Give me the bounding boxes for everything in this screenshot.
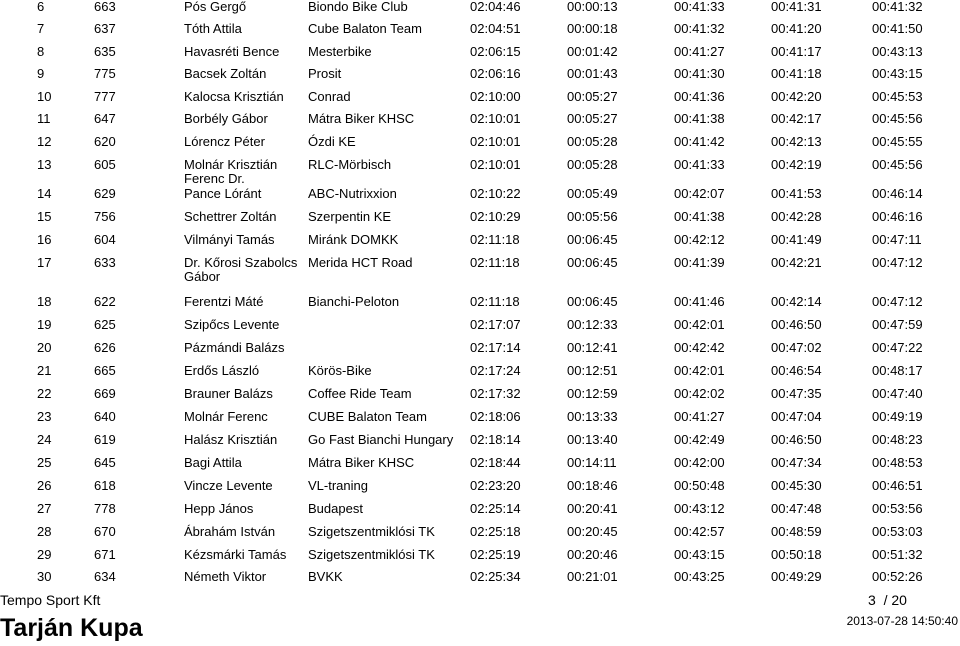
gap-time-cell: 00:06:45	[567, 232, 618, 247]
lap3-time-cell: 00:47:40	[872, 386, 923, 401]
position-cell: 6	[37, 0, 45, 14]
table-row	[0, 112, 960, 134]
lap1-time-cell: 00:42:07	[674, 186, 725, 201]
table-row	[0, 90, 960, 112]
bib-number-cell: 626	[94, 340, 116, 355]
lap3-time-cell: 00:53:56	[872, 501, 923, 516]
lap3-time-cell: 00:47:22	[872, 340, 923, 355]
lap3-time-cell: 00:47:59	[872, 317, 923, 332]
table-row	[0, 410, 960, 432]
table-row	[0, 318, 960, 340]
rider-name-cell: Molnár Krisztián Ferenc Dr.	[184, 157, 278, 186]
table-row	[0, 341, 960, 363]
total-time-cell: 02:17:32	[470, 386, 521, 401]
bib-number-cell: 619	[94, 432, 116, 447]
rider-name-cell: Ábrahám István	[184, 524, 276, 539]
gap-time-cell: 00:20:46	[567, 547, 618, 562]
position-cell: 8	[37, 44, 45, 59]
team-cell: ABC-Nutrixxion	[308, 186, 397, 201]
team-cell: Szigetszentmiklósi TK	[308, 524, 435, 539]
table-row	[0, 295, 960, 317]
total-time-cell: 02:11:18	[470, 294, 520, 309]
lap3-time-cell: 00:45:55	[872, 134, 923, 149]
lap3-time-cell: 00:43:13	[872, 44, 923, 59]
bib-number-cell: 645	[94, 455, 116, 470]
position-cell: 29	[37, 547, 52, 562]
lap3-time-cell: 00:47:12	[872, 255, 923, 270]
lap3-time-cell: 00:41:50	[872, 21, 923, 36]
gap-time-cell: 00:21:01	[567, 569, 618, 584]
table-row	[0, 135, 960, 157]
total-time-cell: 02:25:18	[470, 524, 521, 539]
page-footer	[0, 590, 960, 646]
bib-number-cell: 620	[94, 134, 116, 149]
lap2-time-cell: 00:42:14	[771, 294, 822, 309]
position-cell: 26	[37, 478, 52, 493]
total-time-cell: 02:18:14	[470, 432, 521, 447]
lap2-time-cell: 00:41:17	[771, 44, 822, 59]
team-cell: Körös-Bike	[308, 363, 372, 378]
rider-name-cell: Lórencz Péter	[184, 134, 265, 149]
gap-time-cell: 00:01:42	[567, 44, 618, 59]
total-time-cell: 02:10:01	[470, 111, 521, 126]
team-cell: Coffee Ride Team	[308, 386, 412, 401]
team-cell: Bianchi-Peloton	[308, 294, 400, 309]
position-cell: 14	[37, 186, 52, 201]
team-cell: Miránk DOMKK	[308, 232, 399, 247]
position-cell: 25	[37, 455, 52, 470]
table-row	[0, 67, 960, 89]
total-time-cell: 02:04:51	[470, 21, 521, 36]
lap3-time-cell: 00:53:03	[872, 524, 923, 539]
print-timestamp: 2013-07-28 14:50:40	[846, 614, 958, 628]
rider-name-cell: Bacsek Zoltán	[184, 66, 267, 81]
lap3-time-cell: 00:47:11	[872, 232, 922, 247]
gap-time-cell: 00:06:45	[567, 294, 618, 309]
bib-number-cell: 635	[94, 44, 116, 59]
team-cell: Szigetszentmiklósi TK	[308, 547, 435, 562]
lap2-time-cell: 00:42:21	[771, 255, 822, 270]
rider-name-cell: Németh Viktor	[184, 569, 267, 584]
gap-time-cell: 00:05:28	[567, 157, 618, 172]
lap1-time-cell: 00:50:48	[674, 478, 725, 493]
team-cell: RLC-Mörbisch	[308, 157, 392, 172]
lap1-time-cell: 00:41:27	[674, 409, 725, 424]
lap3-time-cell: 00:48:23	[872, 432, 923, 447]
lap1-time-cell: 00:41:30	[674, 66, 725, 81]
lap3-time-cell: 00:45:56	[872, 111, 923, 126]
bib-number-cell: 663	[94, 0, 116, 14]
table-row	[0, 502, 960, 524]
lap2-time-cell: 00:41:53	[771, 186, 822, 201]
page-number	[868, 592, 907, 608]
bib-number-cell: 777	[94, 89, 116, 104]
position-cell: 15	[37, 209, 52, 224]
table-row	[0, 456, 960, 478]
gap-time-cell: 00:05:56	[567, 209, 618, 224]
position-cell: 22	[37, 386, 52, 401]
lap1-time-cell: 00:41:27	[674, 44, 725, 59]
total-time-cell: 02:06:16	[470, 66, 521, 81]
total-time-cell: 02:25:34	[470, 569, 521, 584]
position-cell: 11	[37, 111, 51, 126]
lap2-time-cell: 00:41:20	[771, 21, 822, 36]
rider-name-cell: Erdős László	[184, 363, 260, 378]
bib-number-cell: 637	[94, 21, 116, 36]
table-row	[0, 157, 960, 186]
bib-number-cell: 629	[94, 186, 116, 201]
team-cell: Go Fast Bianchi Hungary	[308, 432, 454, 447]
lap1-time-cell: 00:41:38	[674, 209, 725, 224]
lap1-time-cell: 00:41:46	[674, 294, 725, 309]
gap-time-cell: 00:13:33	[567, 409, 618, 424]
rider-name-cell: Vilmányi Tamás	[184, 232, 275, 247]
bib-number-cell: 669	[94, 386, 116, 401]
lap2-time-cell: 00:45:30	[771, 478, 822, 493]
position-cell: 12	[37, 134, 52, 149]
bib-number-cell: 625	[94, 317, 116, 332]
table-row	[0, 210, 960, 232]
gap-time-cell: 00:00:13	[567, 0, 618, 14]
position-cell: 16	[37, 232, 52, 247]
gap-time-cell: 00:20:41	[567, 501, 618, 516]
lap3-time-cell: 00:43:15	[872, 66, 923, 81]
gap-time-cell: 00:05:27	[567, 111, 618, 126]
lap1-time-cell: 00:41:36	[674, 89, 725, 104]
total-time-cell: 02:10:01	[470, 134, 521, 149]
company-name: Tempo Sport Kft	[0, 592, 101, 608]
lap1-time-cell: 00:43:25	[674, 569, 725, 584]
lap2-time-cell: 00:46:50	[771, 432, 822, 447]
team-cell: Biondo Bike Club	[308, 0, 408, 14]
bib-number-cell: 604	[94, 232, 116, 247]
team-cell: Merida HCT Road	[308, 255, 413, 270]
total-time-cell: 02:23:20	[470, 478, 521, 493]
lap1-time-cell: 00:42:42	[674, 340, 725, 355]
lap2-time-cell: 00:47:48	[771, 501, 822, 516]
lap1-time-cell: 00:41:33	[674, 157, 725, 172]
team-cell: BVKK	[308, 569, 343, 584]
bib-number-cell: 640	[94, 409, 116, 424]
lap2-time-cell: 00:41:49	[771, 232, 822, 247]
position-cell: 9	[37, 66, 45, 81]
bib-number-cell: 605	[94, 157, 116, 172]
bib-number-cell: 671	[94, 547, 116, 562]
bib-number-cell: 665	[94, 363, 116, 378]
position-cell: 27	[37, 501, 52, 516]
bib-number-cell: 634	[94, 569, 116, 584]
position-cell: 17	[37, 255, 52, 270]
position-cell: 21	[37, 363, 52, 378]
lap1-time-cell: 00:41:39	[674, 255, 725, 270]
rider-name-cell: Dr. Kőrosi Szabolcs Gábor	[184, 255, 298, 284]
gap-time-cell: 00:06:45	[567, 255, 618, 270]
page-current: 3	[868, 592, 876, 608]
gap-time-cell: 00:14:11	[567, 455, 617, 470]
lap3-time-cell: 00:49:19	[872, 409, 923, 424]
gap-time-cell: 00:20:45	[567, 524, 618, 539]
position-cell: 20	[37, 340, 52, 355]
position-cell: 10	[37, 89, 52, 104]
lap2-time-cell: 00:41:31	[771, 0, 822, 14]
rider-name-cell: Pós Gergő	[184, 0, 247, 14]
total-time-cell: 02:18:44	[470, 455, 521, 470]
position-cell: 19	[37, 317, 52, 332]
rider-name-cell: Kézsmárki Tamás	[184, 547, 287, 562]
rider-name-cell: Schettrer Zoltán	[184, 209, 277, 224]
table-row	[0, 233, 960, 255]
total-time-cell: 02:10:22	[470, 186, 521, 201]
lap2-time-cell: 00:46:54	[771, 363, 822, 378]
rider-name-cell: Halász Krisztián	[184, 432, 278, 447]
gap-time-cell: 00:01:43	[567, 66, 618, 81]
gap-time-cell: 00:13:40	[567, 432, 618, 447]
total-time-cell: 02:17:24	[470, 363, 521, 378]
bib-number-cell: 622	[94, 294, 116, 309]
table-row	[0, 570, 960, 592]
lap3-time-cell: 00:51:32	[872, 547, 923, 562]
rider-name-cell: Borbély Gábor	[184, 111, 268, 126]
team-cell: Ózdi KE	[308, 134, 356, 149]
team-cell: Budapest	[308, 501, 363, 516]
lap2-time-cell: 00:50:18	[771, 547, 822, 562]
gap-time-cell: 00:18:46	[567, 478, 618, 493]
team-cell: Szerpentin KE	[308, 209, 392, 224]
bib-number-cell: 778	[94, 501, 116, 516]
total-time-cell: 02:06:15	[470, 44, 521, 59]
table-row	[0, 387, 960, 409]
position-cell: 7	[37, 21, 45, 36]
lap1-time-cell: 00:42:01	[674, 317, 725, 332]
gap-time-cell: 00:12:59	[567, 386, 618, 401]
position-cell: 13	[37, 157, 52, 172]
lap2-time-cell: 00:42:17	[771, 111, 822, 126]
table-row	[0, 45, 960, 67]
lap1-time-cell: 00:42:49	[674, 432, 725, 447]
lap3-time-cell: 00:46:14	[872, 186, 923, 201]
lap3-time-cell: 00:46:16	[872, 209, 923, 224]
rider-name-cell: Vincze Levente	[184, 478, 273, 493]
bib-number-cell: 618	[94, 478, 116, 493]
rider-name-cell: Pázmándi Balázs	[184, 340, 285, 355]
bib-number-cell: 633	[94, 255, 116, 270]
rider-name-cell: Tóth Attila	[184, 21, 242, 36]
total-time-cell: 02:04:46	[470, 0, 521, 14]
lap1-time-cell: 00:42:57	[674, 524, 725, 539]
page-total: / 20	[883, 592, 907, 608]
lap3-time-cell: 00:45:53	[872, 89, 923, 104]
gap-time-cell: 00:12:51	[567, 363, 618, 378]
rider-name-cell: Pance Lóránt	[184, 186, 262, 201]
team-cell: Mesterbike	[308, 44, 372, 59]
team-cell: Mátra Biker KHSC	[308, 111, 415, 126]
total-time-cell: 02:11:18	[470, 255, 520, 270]
lap2-time-cell: 00:41:18	[771, 66, 822, 81]
table-row	[0, 364, 960, 386]
table-row	[0, 187, 960, 209]
lap3-time-cell: 00:41:32	[872, 0, 923, 14]
team-cell: Prosit	[308, 66, 342, 81]
bib-number-cell: 670	[94, 524, 116, 539]
bib-number-cell: 756	[94, 209, 116, 224]
rider-name-cell: Havasréti Bence	[184, 44, 280, 59]
rider-name-cell: Szipőcs Levente	[184, 317, 280, 332]
lap1-time-cell: 00:43:15	[674, 547, 725, 562]
lap2-time-cell: 00:47:04	[771, 409, 822, 424]
table-row	[0, 22, 960, 44]
total-time-cell: 02:11:18	[470, 232, 520, 247]
lap3-time-cell: 00:45:56	[872, 157, 923, 172]
lap2-time-cell: 00:47:02	[771, 340, 822, 355]
lap1-time-cell: 00:41:38	[674, 111, 725, 126]
lap1-time-cell: 00:42:12	[674, 232, 725, 247]
gap-time-cell: 00:05:27	[567, 89, 618, 104]
lap2-time-cell: 00:42:28	[771, 209, 822, 224]
total-time-cell: 02:17:07	[470, 317, 521, 332]
team-cell: Conrad	[308, 89, 351, 104]
lap1-time-cell: 00:42:02	[674, 386, 725, 401]
rider-name-cell: Hepp János	[184, 501, 254, 516]
team-cell: Mátra Biker KHSC	[308, 455, 415, 470]
lap2-time-cell: 00:42:20	[771, 89, 822, 104]
lap2-time-cell: 00:49:29	[771, 569, 822, 584]
lap3-time-cell: 00:46:51	[872, 478, 923, 493]
table-row	[0, 525, 960, 547]
event-title: Tarján Kupa	[0, 614, 143, 642]
table-row	[0, 0, 960, 22]
position-cell: 24	[37, 432, 52, 447]
rider-name-cell: Kalocsa Krisztián	[184, 89, 284, 104]
total-time-cell: 02:17:14	[470, 340, 521, 355]
table-row	[0, 548, 960, 570]
lap2-time-cell: 00:47:34	[771, 455, 822, 470]
team-cell: CUBE Balaton Team	[308, 409, 427, 424]
total-time-cell: 02:25:19	[470, 547, 521, 562]
position-cell: 30	[37, 569, 52, 584]
lap2-time-cell: 00:48:59	[771, 524, 822, 539]
lap2-time-cell: 00:46:50	[771, 317, 822, 332]
lap3-time-cell: 00:47:12	[872, 294, 923, 309]
lap2-time-cell: 00:47:35	[771, 386, 822, 401]
gap-time-cell: 00:05:49	[567, 186, 618, 201]
team-cell: VL-traning	[308, 478, 368, 493]
lap1-time-cell: 00:41:32	[674, 21, 725, 36]
lap1-time-cell: 00:41:42	[674, 134, 725, 149]
total-time-cell: 02:18:06	[470, 409, 521, 424]
rider-name-cell: Brauner Balázs	[184, 386, 273, 401]
lap1-time-cell: 00:41:33	[674, 0, 725, 14]
bib-number-cell: 647	[94, 111, 116, 126]
team-cell: Cube Balaton Team	[308, 21, 422, 36]
lap2-time-cell: 00:42:19	[771, 157, 822, 172]
table-row	[0, 255, 960, 284]
bib-number-cell: 775	[94, 66, 116, 81]
gap-time-cell: 00:05:28	[567, 134, 618, 149]
total-time-cell: 02:25:14	[470, 501, 521, 516]
total-time-cell: 02:10:29	[470, 209, 521, 224]
position-cell: 18	[37, 294, 52, 309]
table-row	[0, 433, 960, 455]
total-time-cell: 02:10:01	[470, 157, 521, 172]
lap1-time-cell: 00:43:12	[674, 501, 725, 516]
lap3-time-cell: 00:52:26	[872, 569, 923, 584]
rider-name-cell: Molnár Ferenc	[184, 409, 268, 424]
lap2-time-cell: 00:42:13	[771, 134, 822, 149]
lap1-time-cell: 00:42:01	[674, 363, 725, 378]
gap-time-cell: 00:00:18	[567, 21, 618, 36]
lap1-time-cell: 00:42:00	[674, 455, 725, 470]
rider-name-cell: Ferentzi Máté	[184, 294, 264, 309]
position-cell: 23	[37, 409, 52, 424]
lap3-time-cell: 00:48:53	[872, 455, 923, 470]
gap-time-cell: 00:12:33	[567, 317, 618, 332]
position-cell: 28	[37, 524, 52, 539]
table-row	[0, 479, 960, 501]
lap3-time-cell: 00:48:17	[872, 363, 923, 378]
gap-time-cell: 00:12:41	[567, 340, 618, 355]
rider-name-cell: Bagi Attila	[184, 455, 242, 470]
total-time-cell: 02:10:00	[470, 89, 521, 104]
